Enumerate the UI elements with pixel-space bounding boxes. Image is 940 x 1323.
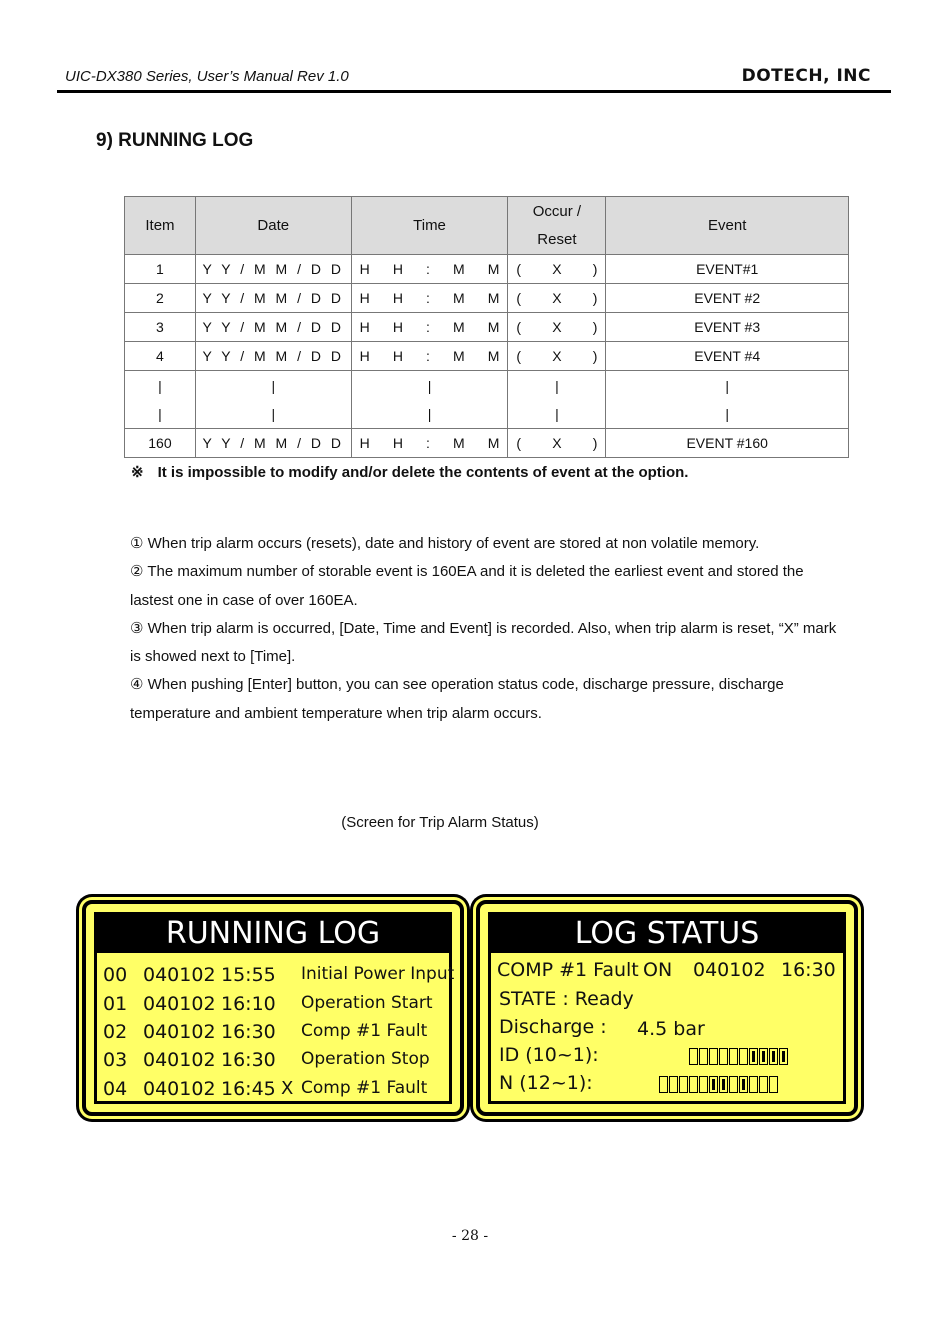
id-label: ID (10~1):	[499, 1044, 599, 1066]
time-char: :	[426, 261, 430, 277]
bit-box	[729, 1076, 738, 1093]
entry-reset-mark: X	[281, 1078, 294, 1099]
bit-box	[709, 1048, 718, 1065]
entry-event: Initial Power Input	[301, 964, 455, 984]
header-date: Date	[195, 197, 351, 255]
occur-char: (	[516, 290, 522, 306]
fault-date: 040102	[693, 959, 766, 981]
table-row	[125, 429, 849, 458]
running-log-table	[124, 196, 849, 458]
occur-char: X	[552, 319, 562, 335]
paragraph-2: ② The maximum number of storable event is 160EA and it is deleted the earliest event and stored the lastest one in case of over 160EA.	[130, 563, 804, 609]
entry-event: Comp #1 Fault	[301, 1021, 428, 1041]
cell-date: Y Y / M M / D D	[195, 429, 351, 458]
occur-char: (	[516, 435, 522, 451]
entry-number: 01	[103, 993, 128, 1015]
entry-time: 16:30	[221, 1021, 276, 1043]
cell-item: 160	[125, 429, 196, 458]
bit-box	[659, 1076, 668, 1093]
table-continuation-row	[125, 371, 849, 429]
continuation-mark: |	[158, 377, 162, 394]
continuation-cell	[351, 371, 508, 429]
bit-box	[729, 1048, 738, 1065]
cell-event: EVENT #2	[606, 284, 849, 313]
discharge-value: 4.5 bar	[637, 1018, 705, 1040]
bit-box	[669, 1076, 678, 1093]
entry-number: 04	[103, 1078, 128, 1100]
time-char: H	[392, 348, 403, 364]
paragraph-3: ③ When trip alarm is occurred, [Date, Time and Event] is recorded. Also, when trip alarm is reset, “X” mark is showed next to [Time].	[130, 619, 837, 666]
continuation-mark: |	[158, 405, 162, 422]
occur-char: )	[592, 435, 598, 451]
entry-event: Operation Stop	[301, 1049, 430, 1069]
header-event: Event	[606, 197, 849, 255]
bit-box	[709, 1076, 718, 1093]
occur-char: X	[552, 261, 562, 277]
occur-char: X	[552, 290, 562, 306]
cell-occur	[508, 313, 606, 342]
entry-event: Comp #1 Fault	[301, 1078, 428, 1098]
entry-time: 16:45	[221, 1078, 276, 1100]
time-char: M	[487, 319, 500, 335]
cell-item: 3	[125, 313, 196, 342]
cell-occur	[508, 342, 606, 371]
bit-box	[699, 1076, 708, 1093]
time-char: H	[359, 319, 370, 335]
continuation-mark: |	[427, 377, 432, 394]
table-row	[125, 284, 849, 313]
time-char: M	[453, 290, 465, 306]
cell-occur	[508, 255, 606, 284]
bit-box	[759, 1048, 768, 1065]
time-char: M	[487, 290, 500, 306]
company-name: DOTECH, INC	[741, 66, 871, 86]
time-char: H	[359, 348, 370, 364]
continuation-mark: |	[555, 377, 559, 394]
fault-time: 16:30	[781, 959, 836, 981]
entry-number: 00	[103, 964, 128, 986]
cell-time	[351, 284, 508, 313]
table-header-row	[125, 197, 849, 255]
continuation-cell	[195, 371, 351, 429]
time-char: M	[487, 435, 500, 451]
table-row	[125, 313, 849, 342]
bit-box	[719, 1076, 728, 1093]
cell-item: 4	[125, 342, 196, 371]
time-char: H	[392, 435, 403, 451]
description-paragraphs	[130, 530, 850, 728]
header-time: Time	[351, 197, 508, 255]
occur-char: )	[592, 348, 598, 364]
continuation-mark: |	[725, 405, 729, 422]
continuation-cell	[125, 371, 196, 429]
doc-title: UIC-DX380 Series, User’s Manual Rev 1.0	[65, 68, 349, 85]
entry-date: 040102	[143, 1021, 216, 1043]
entry-time: 15:55	[221, 964, 276, 986]
bit-box	[769, 1076, 778, 1093]
entry-number: 02	[103, 1021, 128, 1043]
bit-box	[689, 1048, 698, 1065]
occur-char: (	[516, 319, 522, 335]
entry-time: 16:30	[221, 1049, 276, 1071]
bit-box	[719, 1048, 728, 1065]
time-char: H	[392, 261, 403, 277]
occur-char: )	[592, 261, 598, 277]
note	[131, 463, 688, 481]
cell-date: Y Y / M M / D D	[195, 284, 351, 313]
time-char: H	[359, 290, 370, 306]
header-item: Item	[125, 197, 196, 255]
cell-time	[351, 429, 508, 458]
discharge-label: Discharge :	[499, 1016, 607, 1038]
page-number: - 28 -	[451, 1228, 489, 1244]
time-char: M	[487, 348, 500, 364]
log-status-title: LOG STATUS	[491, 915, 843, 953]
header-occur-reset: Occur / Reset	[508, 197, 606, 255]
occur-char: X	[552, 435, 562, 451]
cell-item: 1	[125, 255, 196, 284]
running-log-title: RUNNING LOG	[97, 915, 449, 953]
cell-occur	[508, 284, 606, 313]
page-header	[57, 64, 891, 93]
table-row	[125, 342, 849, 371]
cell-date: Y Y / M M / D D	[195, 313, 351, 342]
state-text: STATE : Ready	[499, 988, 634, 1010]
occur-char: )	[592, 290, 598, 306]
entry-time: 16:10	[221, 993, 276, 1015]
cell-date: Y Y / M M / D D	[195, 255, 351, 284]
figure-caption: (Screen for Trip Alarm Status)	[341, 814, 539, 831]
time-char: H	[359, 261, 370, 277]
occur-char: )	[592, 319, 598, 335]
entry-date: 040102	[143, 1078, 216, 1100]
bit-box	[779, 1048, 788, 1065]
continuation-mark: |	[427, 405, 432, 422]
bit-box	[749, 1048, 758, 1065]
cell-time	[351, 313, 508, 342]
bit-box	[769, 1048, 778, 1065]
cell-time	[351, 255, 508, 284]
fault-text: COMP #1 Fault	[497, 959, 639, 981]
occur-char: X	[552, 348, 562, 364]
entry-number: 03	[103, 1049, 128, 1071]
entry-date: 040102	[143, 1049, 216, 1071]
paragraph-4: ④ When pushing [Enter] button, you can see operation status code, discharge pressure, discharge temperature and ambient temperature when trip alarm occurs.	[130, 676, 784, 722]
cell-event: EVENT #3	[606, 313, 849, 342]
bit-box	[739, 1048, 748, 1065]
cell-event: EVENT #160	[606, 429, 849, 458]
occur-char: (	[516, 261, 522, 277]
time-char: :	[426, 435, 430, 451]
time-char: M	[487, 261, 500, 277]
bit-box	[699, 1048, 708, 1065]
continuation-mark: |	[271, 405, 276, 422]
bit-box	[749, 1076, 758, 1093]
continuation-mark: |	[725, 377, 729, 394]
cell-time	[351, 342, 508, 371]
reference-mark: ※	[131, 464, 144, 481]
time-char: :	[426, 319, 430, 335]
occur-char: (	[516, 348, 522, 364]
cell-event: EVENT #4	[606, 342, 849, 371]
running-log-screen	[82, 900, 464, 1116]
time-char: :	[426, 290, 430, 306]
cell-date: Y Y / M M / D D	[195, 342, 351, 371]
entry-event: Operation Start	[301, 993, 433, 1013]
bit-box	[689, 1076, 698, 1093]
section-title: 9) RUNNING LOG	[96, 130, 254, 151]
log-status-screen	[476, 900, 858, 1116]
bit-box	[679, 1076, 688, 1093]
cell-event: EVENT#1	[606, 255, 849, 284]
entry-date: 040102	[143, 964, 216, 986]
paragraph-1: ① When trip alarm occurs (resets), date and history of event are stored at non volatile memory.	[130, 535, 760, 552]
cell-item: 2	[125, 284, 196, 313]
bit-box	[759, 1076, 768, 1093]
table-row	[125, 255, 849, 284]
entry-date: 040102	[143, 993, 216, 1015]
bit-box	[739, 1076, 748, 1093]
n-label: N (12~1):	[499, 1072, 593, 1094]
id-bit-indicator	[689, 1048, 789, 1065]
time-char: H	[392, 319, 403, 335]
continuation-mark: |	[555, 405, 559, 422]
continuation-cell	[508, 371, 606, 429]
continuation-cell	[606, 371, 849, 429]
time-char: M	[453, 348, 465, 364]
time-char: H	[392, 290, 403, 306]
time-char: M	[453, 319, 465, 335]
time-char: M	[453, 261, 465, 277]
cell-occur	[508, 429, 606, 458]
time-char: M	[453, 435, 465, 451]
note-text: It is impossible to modify and/or delete the contents of event at the option.	[157, 464, 689, 481]
time-char: H	[359, 435, 370, 451]
n-bit-indicator	[659, 1076, 779, 1093]
time-char: :	[426, 348, 430, 364]
fault-state: ON	[643, 959, 673, 981]
continuation-mark: |	[271, 377, 276, 394]
